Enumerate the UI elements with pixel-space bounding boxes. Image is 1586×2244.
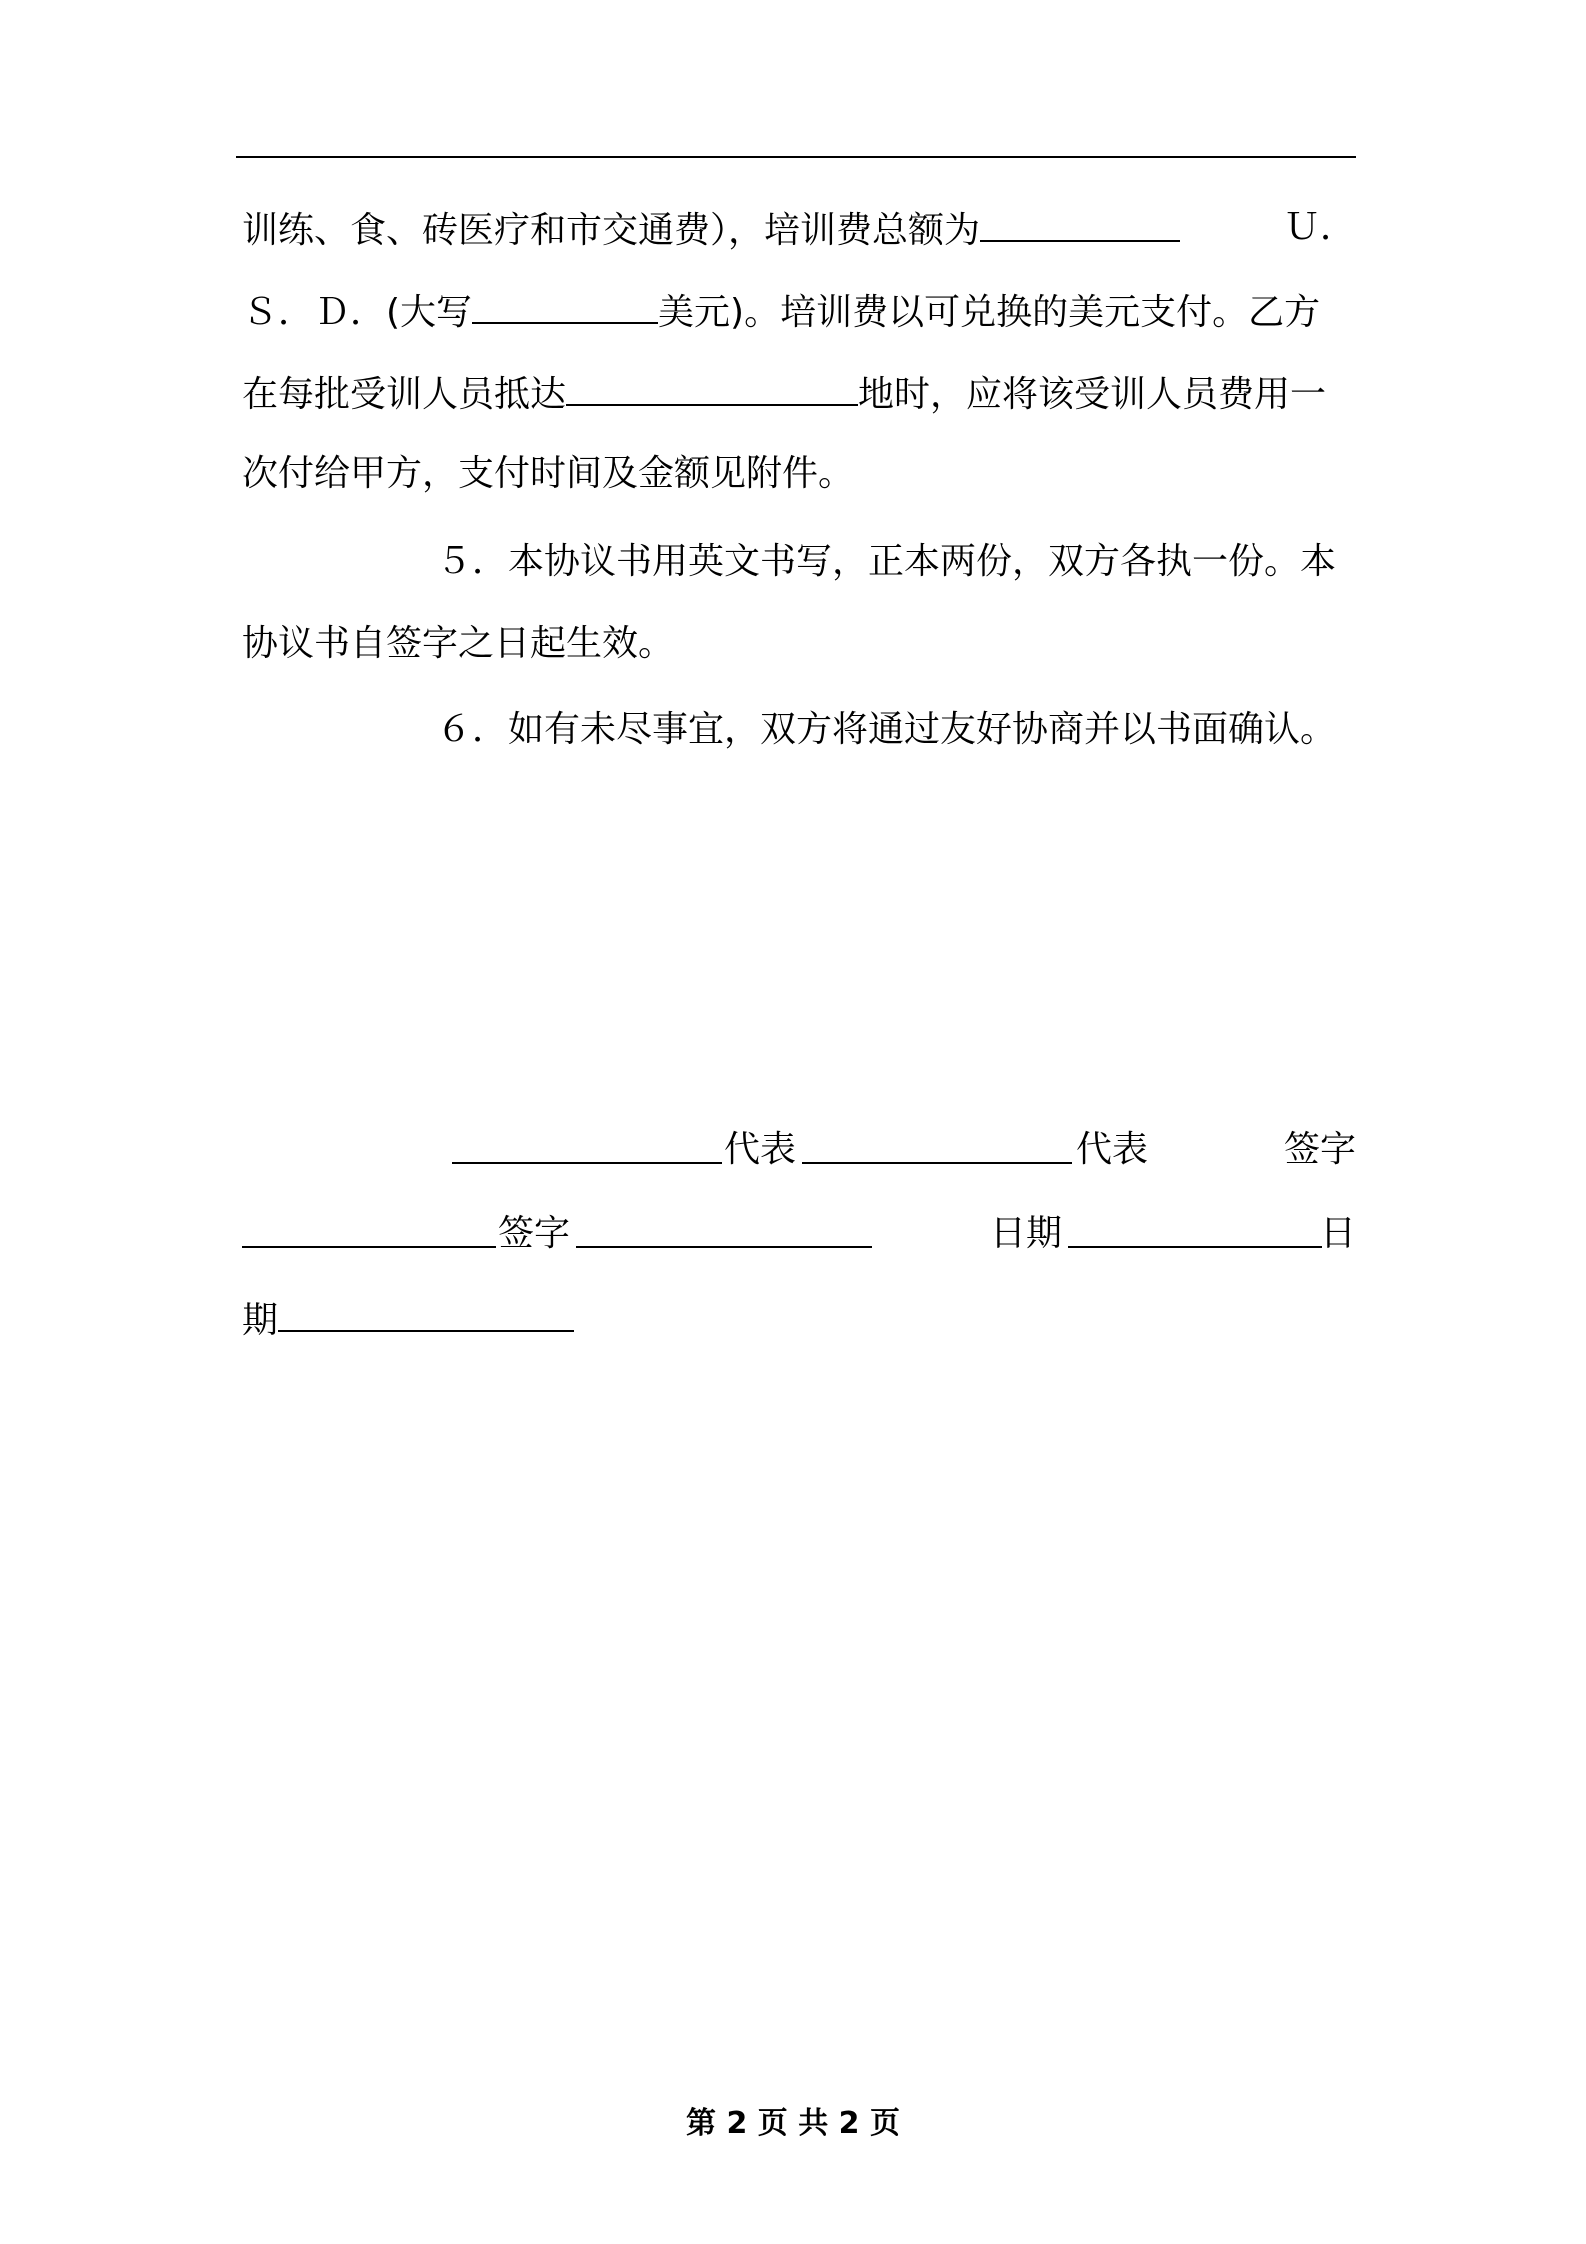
para5-line1: [436, 540, 1356, 584]
amount-words-blank: [472, 288, 658, 324]
para6-text: ６．如有未尽事宜，双方将通过友好协商并以书面确认。: [436, 709, 1337, 750]
para4-text: Ｓ．Ｄ．(大写: [242, 292, 473, 333]
para4-line2: [242, 288, 1356, 335]
para4-line1: [242, 206, 1356, 253]
date-blank: [278, 1296, 574, 1332]
sign-blank: [242, 1212, 496, 1248]
para4-text: 地时，应将该受训人员费用一: [858, 374, 1327, 415]
rep-label: 代表: [1076, 1129, 1149, 1170]
para5-text: 协议书自签字之日起生效。: [242, 623, 675, 664]
date-label: 日: [1319, 1213, 1356, 1254]
signature-line3: [242, 1296, 1356, 1343]
para6-line1: [436, 708, 1356, 752]
party-b-blank: [802, 1128, 1072, 1164]
para4-text: 次付给甲方，支付时间及金额见附件。: [242, 453, 855, 494]
para5-line2: [242, 622, 1356, 666]
para4-text: 在每批受训人员抵达: [242, 374, 567, 415]
para4-line3: [242, 370, 1356, 417]
header-rule: [236, 156, 1356, 158]
amount-blank: [980, 206, 1180, 242]
para4-line4: [242, 452, 1356, 496]
date-blank: [1068, 1212, 1322, 1248]
date-label: 日期: [990, 1213, 1063, 1254]
sign-blank: [576, 1212, 872, 1248]
para4-text: 美元)。培训费以可兑换的美元支付。乙方: [658, 292, 1321, 333]
party-a-blank: [452, 1128, 722, 1164]
sign-label: 签字: [498, 1213, 571, 1254]
arrival-place-blank: [566, 370, 858, 406]
page-number: 第 2 页 共 2 页: [686, 2106, 900, 2141]
para5-text: ５．本协议书用英文书写，正本两份，双方各执一份。本: [436, 541, 1337, 582]
sign-label: 签字: [1283, 1129, 1356, 1170]
rep-label: 代表: [724, 1129, 797, 1170]
para4-text: Ｕ．: [1283, 207, 1356, 248]
date-label: 期: [242, 1300, 279, 1341]
para4-text: 训练、食、砖医疗和市交通费），培训费总额为: [242, 210, 981, 251]
